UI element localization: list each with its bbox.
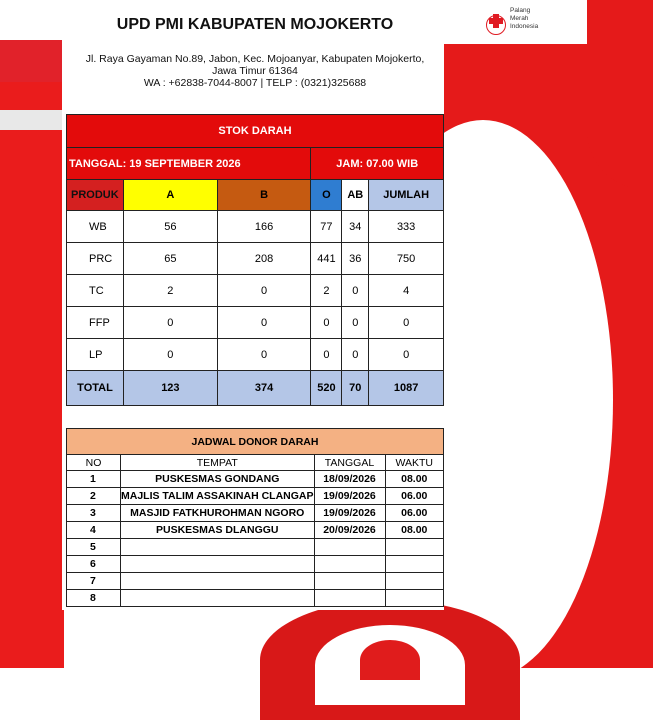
stock-date-row — [67, 148, 444, 180]
cell-value: 166 — [217, 211, 311, 243]
cell-value: 0 — [369, 339, 444, 371]
donor-no: 1 — [67, 471, 121, 488]
donor-title-row — [67, 429, 444, 455]
cell-value: 36 — [342, 243, 369, 275]
total-value: 374 — [217, 371, 311, 406]
donor-no: 8 — [67, 590, 121, 607]
total-value: 123 — [124, 371, 218, 406]
donor-time: 06.00 — [385, 488, 444, 505]
cell-value: 0 — [217, 275, 311, 307]
donor-place — [121, 573, 315, 590]
stock-row-lp — [67, 339, 444, 371]
donor-no: 6 — [67, 556, 121, 573]
logo-text: Palang Merah Indonesia — [510, 7, 539, 30]
cell-value: 0 — [311, 339, 342, 371]
donor-row — [67, 488, 444, 505]
donor-date: 20/09/2026 — [314, 522, 385, 539]
background-red-corner — [587, 0, 653, 190]
total-value: 520 — [311, 371, 342, 406]
pmi-logo — [486, 7, 546, 37]
donor-time: 08.00 — [385, 471, 444, 488]
stock-row-tc — [67, 275, 444, 307]
cell-value: 0 — [124, 307, 218, 339]
cell-value: 56 — [124, 211, 218, 243]
column-header-tempat: TEMPAT — [121, 455, 315, 471]
background-bottom-dot — [360, 640, 420, 680]
cell-value: 0 — [311, 307, 342, 339]
column-header-produk: PRODUK — [67, 180, 124, 211]
donor-row — [67, 522, 444, 539]
stock-header-row — [67, 180, 444, 211]
cell-value: 4 — [369, 275, 444, 307]
contact-line: WA : +62838-7044-8007 | TELP : (0321)325688 — [143, 77, 367, 89]
cell-value: 750 — [369, 243, 444, 275]
cell-value: 0 — [369, 307, 444, 339]
address-line-1: Jl. Raya Gayaman No.89, Jabon, Kec. Mojoanyar, Kabupaten Mojokerto, — [85, 53, 425, 65]
row-label: WB — [67, 211, 124, 243]
cell-value: 0 — [342, 307, 369, 339]
donor-no: 2 — [67, 488, 121, 505]
donor-place — [121, 556, 315, 573]
column-header-waktu: WAKTU — [385, 455, 444, 471]
stock-row-ffp — [67, 307, 444, 339]
cell-value: 65 — [124, 243, 218, 275]
donor-place: PUSKESMAS DLANGGU — [121, 522, 315, 539]
donor-place: MAJLIS TALIM ASSAKINAH CLANGAP — [121, 488, 315, 505]
address-block — [70, 53, 440, 89]
donor-schedule-table — [66, 428, 444, 607]
background-band — [0, 110, 64, 130]
donor-header-row — [67, 455, 444, 471]
stock-table — [66, 114, 444, 406]
donor-row — [67, 556, 444, 573]
donor-row — [67, 539, 444, 556]
donor-time — [385, 573, 444, 590]
donor-time: 06.00 — [385, 505, 444, 522]
stock-total-row — [67, 371, 444, 406]
donor-row — [67, 471, 444, 488]
donor-time: 08.00 — [385, 522, 444, 539]
cell-value: 2 — [311, 275, 342, 307]
donor-place: MASJID FATKHUROHMAN NGORO — [121, 505, 315, 522]
donor-date: 19/09/2026 — [314, 488, 385, 505]
row-label: PRC — [67, 243, 124, 275]
donor-date — [314, 556, 385, 573]
donor-time — [385, 590, 444, 607]
donor-date: 19/09/2026 — [314, 505, 385, 522]
row-label: TC — [67, 275, 124, 307]
stock-time: JAM: 07.00 WIB — [311, 148, 444, 180]
donor-time — [385, 539, 444, 556]
column-header-tanggal: TANGGAL — [314, 455, 385, 471]
donor-place: PUSKESMAS GONDANG — [121, 471, 315, 488]
address-line-2: Jawa Timur 61364 — [212, 65, 298, 77]
stock-date: TANGGAL: 19 SEPTEMBER 2026 — [67, 148, 311, 180]
stock-row-wb — [67, 211, 444, 243]
donor-no: 4 — [67, 522, 121, 539]
row-label: FFP — [67, 307, 124, 339]
donor-row — [67, 505, 444, 522]
column-header-no: NO — [67, 455, 121, 471]
donor-row — [67, 590, 444, 607]
column-header-a: A — [124, 180, 218, 211]
donor-no: 3 — [67, 505, 121, 522]
stock-title-row — [67, 115, 444, 148]
total-value: 70 — [342, 371, 369, 406]
cell-value: 441 — [311, 243, 342, 275]
cell-value: 333 — [369, 211, 444, 243]
total-value: 1087 — [369, 371, 444, 406]
donor-no: 7 — [67, 573, 121, 590]
cell-value: 0 — [124, 339, 218, 371]
donor-time — [385, 556, 444, 573]
cell-value: 0 — [342, 275, 369, 307]
stock-row-prc — [67, 243, 444, 275]
column-header-b: B — [217, 180, 311, 211]
background-red-left — [0, 40, 64, 668]
donor-place — [121, 539, 315, 556]
red-cross-icon — [486, 11, 506, 31]
donor-place — [121, 590, 315, 607]
column-header-o: O — [311, 180, 342, 211]
cell-value: 34 — [342, 211, 369, 243]
column-header-jumlah: JUMLAH — [369, 180, 444, 211]
cell-value: 0 — [217, 307, 311, 339]
donor-row — [67, 573, 444, 590]
cell-value: 0 — [217, 339, 311, 371]
page-title: UPD PMI KABUPATEN MOJOKERTO — [116, 16, 394, 33]
column-header-ab: AB — [342, 180, 369, 211]
stock-title: STOK DARAH — [67, 115, 444, 148]
donor-date — [314, 539, 385, 556]
row-label: LP — [67, 339, 124, 371]
donor-date — [314, 573, 385, 590]
cell-value: 208 — [217, 243, 311, 275]
background-red-left-top — [0, 40, 64, 82]
total-label: TOTAL — [67, 371, 124, 406]
donor-date — [314, 590, 385, 607]
donor-date: 18/09/2026 — [314, 471, 385, 488]
cell-value: 2 — [124, 275, 218, 307]
cell-value: 77 — [311, 211, 342, 243]
cell-value: 0 — [342, 339, 369, 371]
donor-title: JADWAL DONOR DARAH — [67, 429, 444, 455]
donor-no: 5 — [67, 539, 121, 556]
